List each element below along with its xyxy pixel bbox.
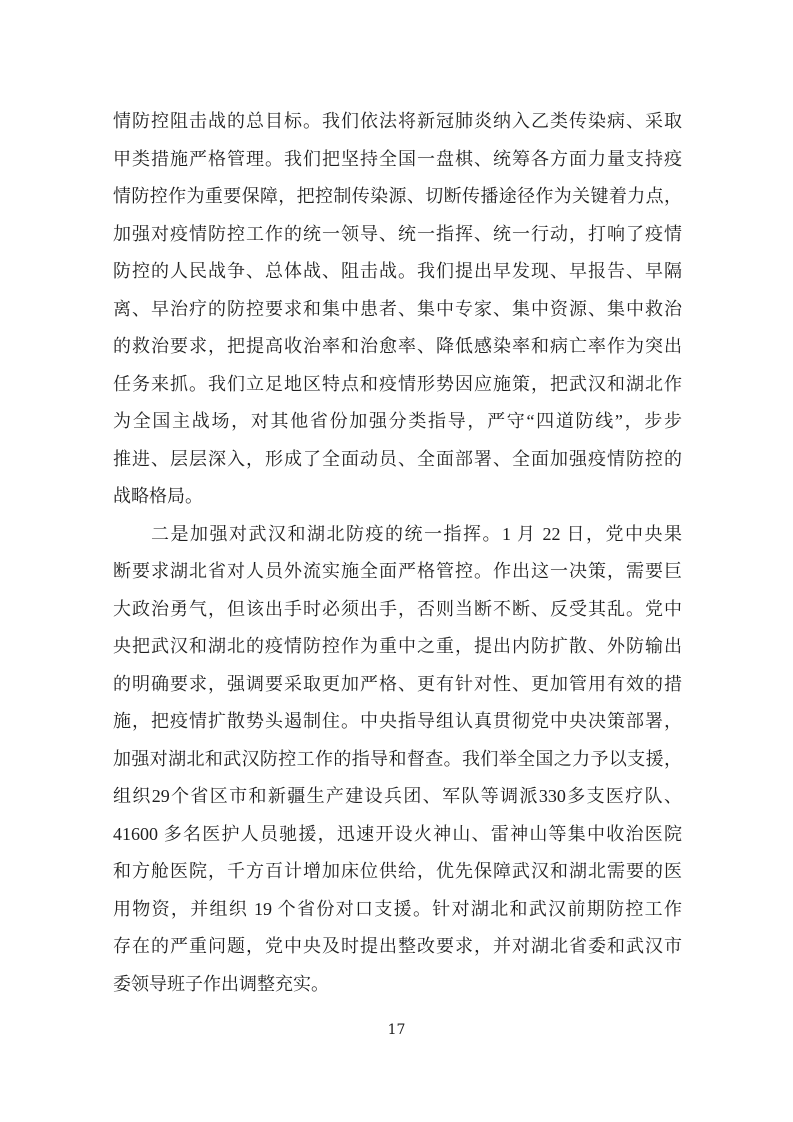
text-line: 任务来抓。我们立足地区特点和疫情形势因应施策，把武汉和湖北作 (113, 373, 682, 394)
text-line: 组织29个省区市和新疆生产建设兵团、军队等调派330多支医疗队、 (113, 786, 682, 806)
text-line: 施，把疫情扩散势头遏制住。中央指导组认真贯彻党中央决策部署， (113, 711, 682, 731)
text-line: 加强对湖北和武汉防控工作的指导和督查。我们举全国之力予以支援， (113, 748, 682, 769)
text-line: 存在的严重问题，党中央及时提出整改要求，并对湖北省委和武汉市 (113, 936, 682, 956)
text-line: 离、早治疗的防控要求和集中患者、集中专家、集中资源、集中救治 (113, 298, 682, 319)
text-line: 断要求湖北省对人员外流实施全面严格管控。作出这一决策，需要巨 (113, 561, 682, 581)
text-line: 委领导班子作出调整充实。 (113, 973, 329, 994)
text-line: 防控的人民战争、总体战、阻击战。我们提出早发现、早报告、早隔 (113, 261, 682, 281)
text-line: 加强对疫情防控工作的统一领导、统一指挥、统一行动，打响了疫情 (113, 223, 682, 244)
text-line: 情防控作为重要保障，把控制传染源、切断传播途径作为关键着力点， (113, 186, 682, 206)
text-line: 的救治要求，把提高收治率和治愈率、降低感染率和病亡率作为突出 (113, 336, 682, 356)
text-line: 为全国主战场，对其他省份加强分类指导，严守“四道防线”，步步 (113, 411, 682, 431)
text-line: 和方舱医院，千方百计增加床位供给，优先保障武汉和湖北需要的医 (113, 861, 682, 881)
page-number: 17 (387, 1022, 406, 1038)
text-line: 战略格局。 (113, 486, 203, 506)
text-line: 甲类措施严格管理。我们把坚持全国一盘棋、统筹各方面力量支持疫 (113, 148, 682, 169)
text-line: 推进、层层深入，形成了全面动员、全面部署、全面加强疫情防控的 (113, 448, 682, 469)
body-text (113, 103, 682, 1003)
text-line: 情防控阻击战的总目标。我们依法将新冠肺炎纳入乙类传染病、采取 (113, 111, 682, 131)
text-line: 央把武汉和湖北的疫情防控作为重中之重，提出内防扩散、外防输出 (113, 636, 682, 656)
text-line: 41600 多名医护人员驰援，迅速开设火神山、雷神山等集中收治医院 (113, 823, 682, 844)
text-line: 用物资，并组织 19 个省份对口支援。针对湖北和武汉前期防控工作 (113, 898, 682, 919)
text-line: 的明确要求，强调要采取更加严格、更有针对性、更加管用有效的措 (113, 673, 682, 694)
text-line: 二是加强对武汉和湖北防疫的统一指挥。1 月 22 日，党中央果 (151, 523, 682, 544)
text-line: 大政治勇气，但该出手时必须出手，否则当断不断、反受其乱。党中 (113, 598, 682, 619)
